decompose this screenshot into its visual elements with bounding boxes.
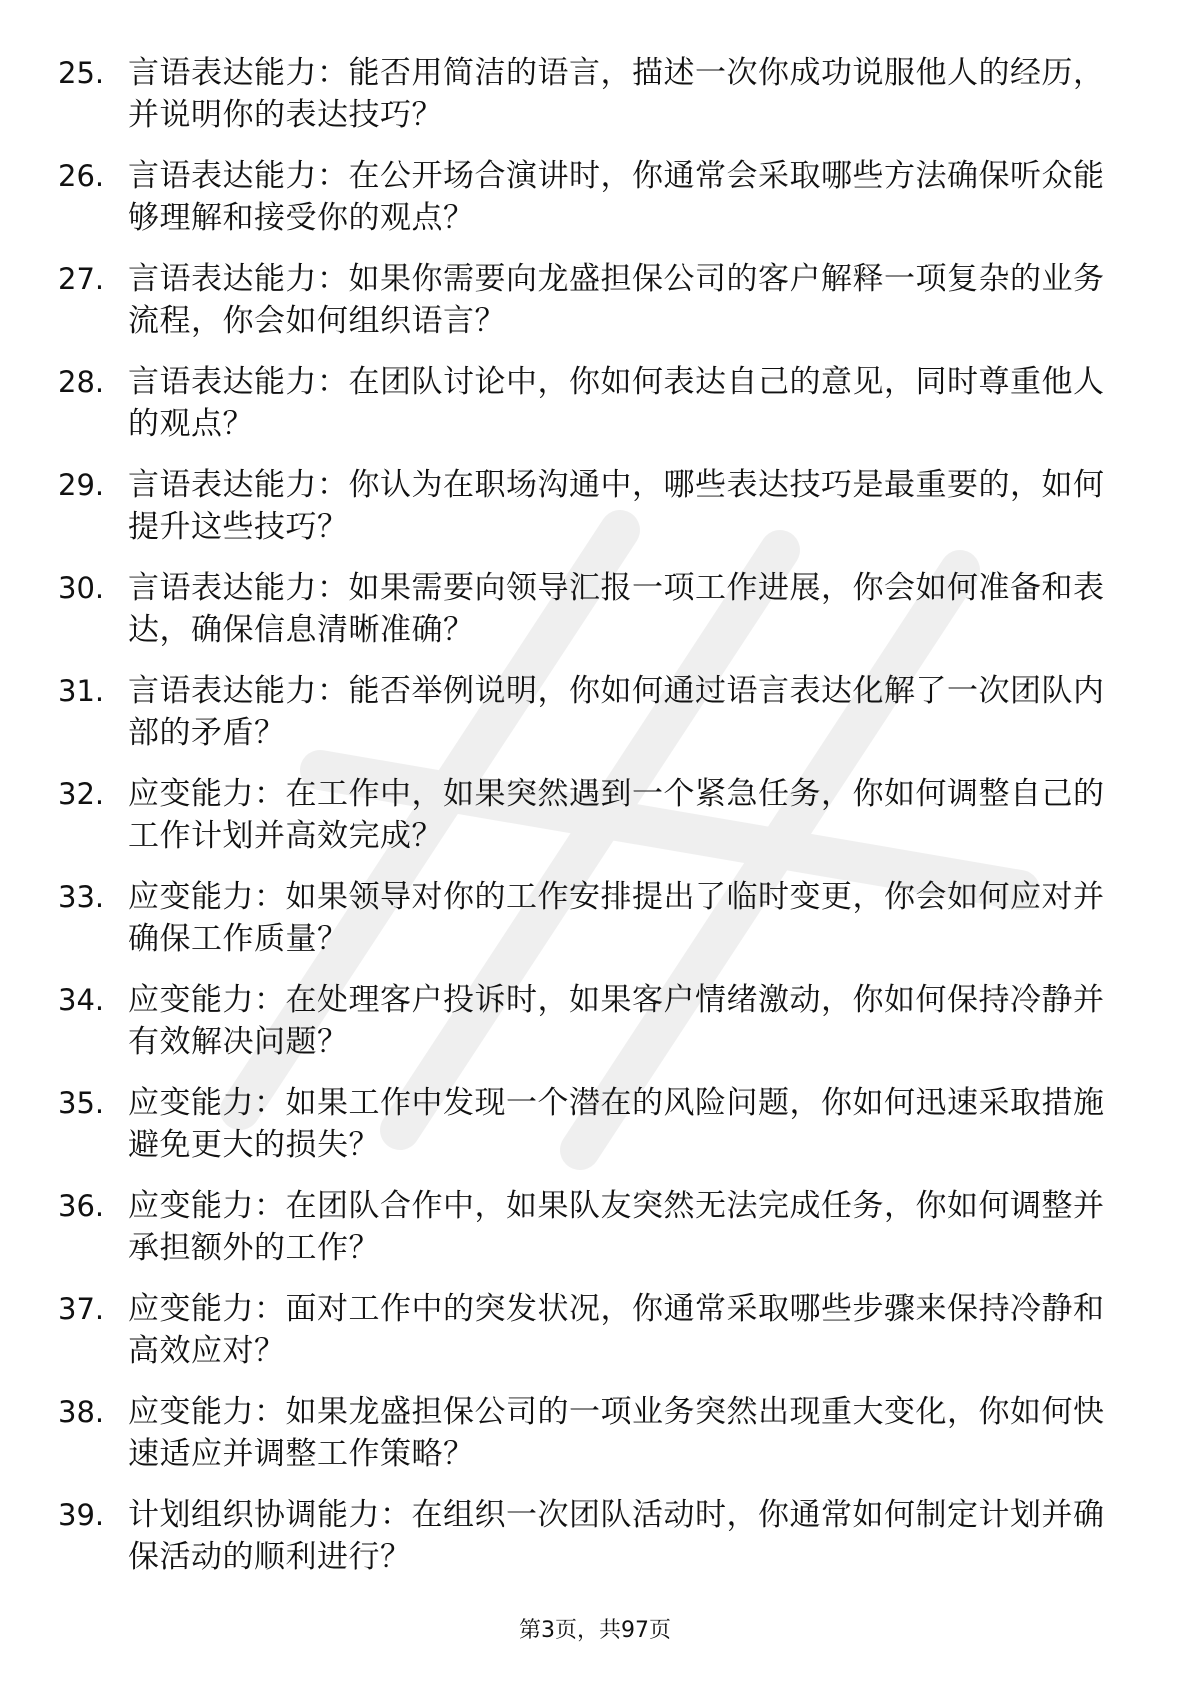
question-text: 言语表达能力：如果你需要向龙盛担保公司的客户解释一项复杂的业务流程，你会如何组织语言？ [128, 261, 1105, 339]
question-number: 39. [58, 1498, 105, 1532]
question-number: 37. [58, 1292, 105, 1326]
question-item [0, 567, 1190, 670]
question-item [0, 52, 1190, 155]
question-text: 应变能力：如果领导对你的工作安排提出了临时变更，你会如何应对并确保工作质量？ [128, 879, 1105, 957]
question-text: 应变能力：面对工作中的突发状况，你通常采取哪些步骤来保持冷静和高效应对？ [128, 1291, 1105, 1369]
question-text: 言语表达能力：如果需要向领导汇报一项工作进展，你会如何准备和表达，确保信息清晰准确？ [128, 570, 1105, 648]
question-text: 言语表达能力：你认为在职场沟通中，哪些表达技巧是最重要的，如何提升这些技巧？ [128, 467, 1105, 545]
question-number: 34. [58, 983, 105, 1017]
question-number: 28. [58, 365, 105, 399]
question-number: 30. [58, 571, 105, 605]
question-text: 应变能力：如果工作中发现一个潜在的风险问题，你如何迅速采取措施避免更大的损失？ [128, 1085, 1105, 1163]
question-item [0, 670, 1190, 773]
page-number-footer: 第3页，共97页 [519, 1618, 671, 1643]
question-number: 27. [58, 262, 105, 296]
question-item [0, 1391, 1190, 1494]
question-item [0, 361, 1190, 464]
question-text: 应变能力：在团队合作中，如果队友突然无法完成任务，你如何调整并承担额外的工作？ [128, 1188, 1105, 1266]
question-item [0, 155, 1190, 258]
question-item [0, 464, 1190, 567]
question-text: 应变能力：如果龙盛担保公司的一项业务突然出现重大变化，你如何快速适应并调整工作策略？ [128, 1394, 1105, 1472]
question-list [0, 52, 1190, 1597]
question-text: 计划组织协调能力：在组织一次团队活动时，你通常如何制定计划并确保活动的顺利进行？ [128, 1497, 1105, 1575]
question-number: 38. [58, 1395, 105, 1429]
question-text: 应变能力：在工作中，如果突然遇到一个紧急任务，你如何调整自己的工作计划并高效完成？ [128, 776, 1105, 854]
question-text: 应变能力：在处理客户投诉时，如果客户情绪激动，你如何保持冷静并有效解决问题？ [128, 982, 1105, 1060]
question-item [0, 1082, 1190, 1185]
question-number: 35. [58, 1086, 105, 1120]
question-number: 26. [58, 159, 105, 193]
question-number: 36. [58, 1189, 105, 1223]
question-item [0, 876, 1190, 979]
question-text: 言语表达能力：在公开场合演讲时，你通常会采取哪些方法确保听众能够理解和接受你的观点？ [128, 158, 1105, 236]
question-item [0, 1185, 1190, 1288]
question-number: 29. [58, 468, 105, 502]
question-item [0, 258, 1190, 361]
question-number: 31. [58, 674, 105, 708]
question-item [0, 1494, 1190, 1597]
question-number: 33. [58, 880, 105, 914]
question-number: 25. [58, 56, 105, 90]
question-text: 言语表达能力：在团队讨论中，你如何表达自己的意见，同时尊重他人的观点？ [128, 364, 1105, 442]
question-text: 言语表达能力：能否举例说明，你如何通过语言表达化解了一次团队内部的矛盾？ [128, 673, 1105, 751]
question-item [0, 979, 1190, 1082]
question-item [0, 773, 1190, 876]
question-text: 言语表达能力：能否用简洁的语言，描述一次你成功说服他人的经历，并说明你的表达技巧？ [128, 55, 1105, 133]
question-item [0, 1288, 1190, 1391]
question-number: 32. [58, 777, 105, 811]
